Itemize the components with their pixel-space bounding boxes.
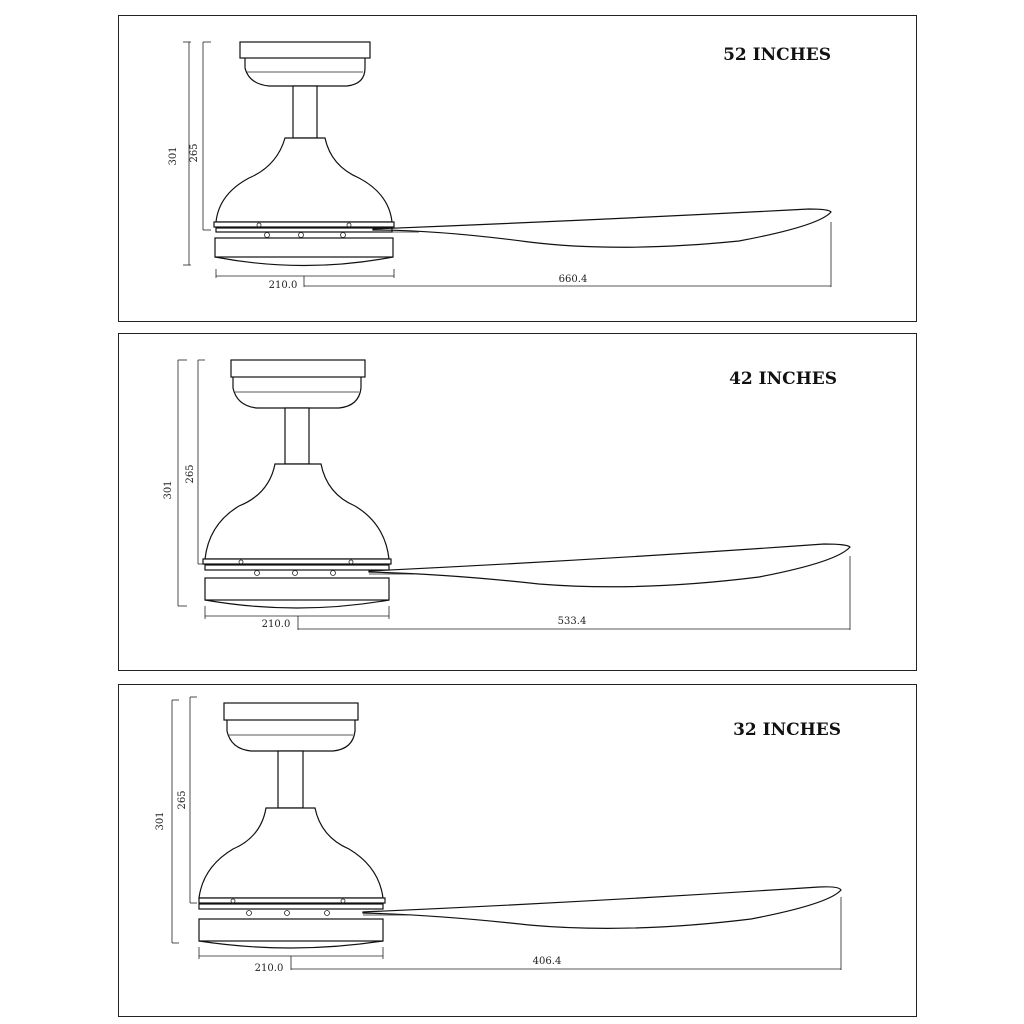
height-to-blade-label: 265 <box>177 790 188 810</box>
light-kit <box>205 578 389 608</box>
motor-housing <box>205 464 389 559</box>
blade-length-label: 660.4 <box>558 274 588 285</box>
downrod <box>285 408 309 464</box>
fan-drawing-32 <box>119 685 918 1018</box>
blade-length-label: 533.4 <box>557 616 587 627</box>
drawing-title: 32 INCHES <box>733 720 841 740</box>
drawing-panel-42 <box>118 333 917 671</box>
motor-housing <box>216 138 392 222</box>
fan-blade <box>363 887 841 929</box>
height-total-label: 301 <box>168 146 179 166</box>
body-width-label: 210.0 <box>261 619 291 630</box>
height-total-label: 301 <box>163 480 174 500</box>
fan-drawing-42 <box>119 334 918 672</box>
drawing-panel-32 <box>118 684 917 1017</box>
downrod <box>278 751 303 808</box>
blade-length-label: 406.4 <box>532 956 562 967</box>
light-kit <box>199 919 383 948</box>
downrod <box>293 86 317 138</box>
blade-mounting-plate <box>203 559 391 576</box>
ceiling-canopy <box>231 360 365 408</box>
dimension-height-to-blade <box>189 42 211 230</box>
body-width-label: 210.0 <box>254 963 284 974</box>
fan-blade <box>373 209 831 247</box>
dimension-height-total <box>163 360 187 606</box>
fan-drawing-52 <box>119 16 918 323</box>
dimension-height-total <box>155 700 179 943</box>
body-width-label: 210.0 <box>268 280 298 291</box>
height-to-blade-label: 265 <box>185 464 196 484</box>
height-to-blade-label: 265 <box>189 143 200 163</box>
height-total-label: 301 <box>155 811 166 831</box>
ceiling-canopy <box>224 703 358 751</box>
blade-mounting-plate <box>199 898 385 916</box>
dimension-body-width <box>205 606 389 630</box>
dimension-height-to-blade <box>185 360 205 564</box>
drawing-title: 42 INCHES <box>729 369 837 389</box>
drawing-title: 52 INCHES <box>723 45 831 65</box>
drawing-panel-52 <box>118 15 917 322</box>
motor-housing <box>199 808 383 898</box>
dimension-height-total <box>168 42 191 265</box>
light-kit <box>215 238 393 266</box>
ceiling-canopy <box>240 42 370 86</box>
fan-blade <box>369 544 850 587</box>
dimension-height-to-blade <box>177 697 197 903</box>
blade-mounting-plate <box>214 222 394 238</box>
dimension-body-width <box>216 269 394 291</box>
